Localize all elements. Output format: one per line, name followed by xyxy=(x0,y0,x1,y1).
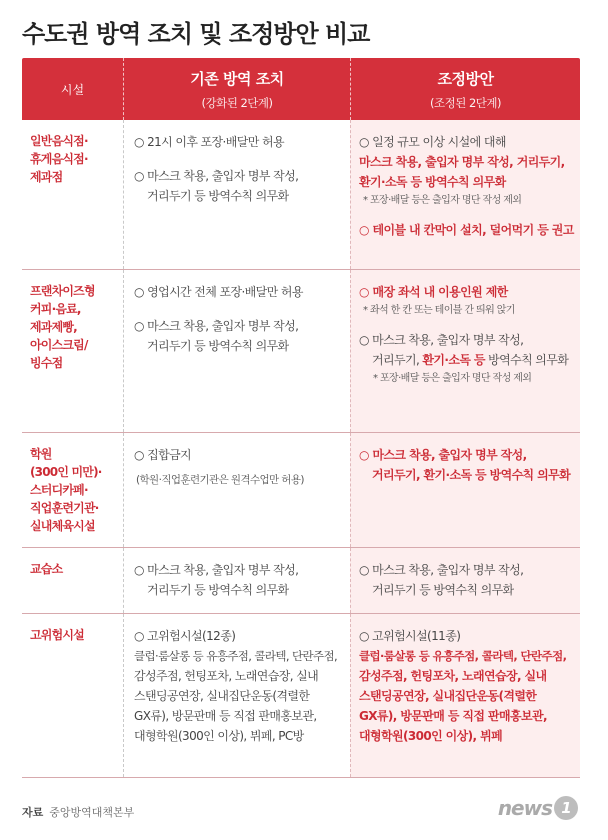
adjusted-line: ○ 마스크 착용, 출입자 명부 작성, xyxy=(359,563,524,577)
existing-line: ○ 21시 이후 포장·배달만 허용 xyxy=(134,135,284,149)
adjusted-text: 방역수칙 의무화 xyxy=(484,353,569,367)
logo-text: news xyxy=(497,796,552,820)
facility-line: 프랜차이즈형 xyxy=(30,284,95,298)
adjusted-line: 환기·소독 등 방역수칙 의무화 xyxy=(359,175,506,189)
header-adjusted-subtitle: (조정된 2단계) xyxy=(430,95,501,110)
facility-line: 일반음식점· xyxy=(30,134,88,148)
existing-line: 감성주점, 헌팅포차, 노래연습장, 실내 xyxy=(134,669,319,683)
adjusted-line: 거리두기, 환기·소독 등 방역수칙 의무화 xyxy=(372,468,571,482)
facility-cell xyxy=(22,270,123,432)
table-row xyxy=(22,270,580,433)
header-facility: 시설 xyxy=(60,82,85,97)
adjusted-line: 스탠딩공연장, 실내집단운동(격렬한 xyxy=(359,689,537,703)
existing-cell xyxy=(123,270,350,432)
existing-line: ○ 마스크 착용, 출입자 명부 작성, xyxy=(134,319,299,333)
header-existing xyxy=(123,58,350,120)
facility-line: 커피·음료, xyxy=(30,302,81,316)
facility-line: 교습소 xyxy=(30,562,63,576)
existing-line: 거리두기 등 방역수칙 의무화 xyxy=(147,189,289,203)
table-row xyxy=(22,614,580,778)
adjusted-line: 감성주점, 헌팅포차, 노래연습장, 실내 xyxy=(359,669,547,683)
facility-line: 학원 xyxy=(30,447,52,461)
facility-cell xyxy=(22,614,123,777)
existing-note: (학원·직업훈련기관은 원격수업만 허용) xyxy=(136,474,304,486)
existing-line: ○ 영업시간 전체 포장·배달만 허용 xyxy=(134,285,303,299)
adjusted-line: ○ 매장 좌석 내 이용인원 제한 xyxy=(359,285,508,299)
news1-logo xyxy=(498,796,578,820)
facility-line: 직업훈련기관· xyxy=(30,501,99,515)
adjusted-cell xyxy=(350,433,580,547)
adjusted-line: ○ 고위험시설(11종) xyxy=(359,629,461,643)
adjusted-text: 거리두기, xyxy=(372,353,423,367)
adjusted-line: ○ 마스크 착용, 출입자 명부 작성, xyxy=(359,448,527,462)
adjusted-line: 클럽·룸살롱 등 유흥주점, 콜라텍, 단란주점, xyxy=(359,649,567,663)
facility-cell xyxy=(22,548,123,613)
comparison-table xyxy=(22,58,580,778)
facility-line: 휴게음식점· xyxy=(30,152,88,166)
header-existing-title: 기존 방역 조치 xyxy=(190,69,284,88)
page-title: 수도권 방역 조치 및 조정방안 비교 xyxy=(22,20,370,48)
existing-cell xyxy=(123,433,350,547)
adjusted-note: * 포장·배달 등은 출입자 명단 작성 제외 xyxy=(373,373,532,384)
adjusted-line: ○ 일정 규모 이상 시설에 대해 xyxy=(359,135,506,149)
adjusted-text-highlight: 환기·소독 등 xyxy=(422,353,485,367)
header-existing-subtitle: (강화된 2단계) xyxy=(201,95,273,110)
existing-line: ○ 집합금지 xyxy=(134,448,192,462)
facility-line: 제과점 xyxy=(30,170,63,184)
facility-line: 아이스크림/ xyxy=(30,338,88,352)
adjusted-note: * 포장·배달 등은 출입자 명단 작성 제외 xyxy=(363,195,522,206)
adjusted-line: 거리두기 등 방역수칙 의무화 xyxy=(372,583,514,597)
existing-line: 거리두기 등 방역수칙 의무화 xyxy=(147,339,289,353)
adjusted-line: GX류), 방문판매 등 직접 판매홍보관, xyxy=(359,709,547,723)
adjusted-line: ○ 테이블 내 칸막이 설치, 덜어먹기 등 권고 xyxy=(359,223,574,237)
adjusted-note: * 좌석 한 칸 또는 테이블 간 띄워 앉기 xyxy=(363,305,515,316)
adjusted-line: 마스크 착용, 출입자 명부 작성, 거리두기, xyxy=(359,155,565,169)
facility-line: (300인 미만)· xyxy=(30,465,102,479)
table-row xyxy=(22,548,580,614)
existing-line: 거리두기 등 방역수칙 의무화 xyxy=(147,583,289,597)
adjusted-line: 대형학원(300인 이상), 뷔페 xyxy=(359,729,503,743)
facility-line: 빙수점 xyxy=(30,356,63,370)
header-adjusted-title: 조정방안 xyxy=(437,69,494,88)
table-row xyxy=(22,433,580,548)
existing-cell xyxy=(123,120,350,269)
facility-line: 실내체육시설 xyxy=(30,519,95,533)
facility-cell xyxy=(22,433,123,547)
adjusted-cell xyxy=(350,120,580,269)
existing-line: GX류), 방문판매 등 직접 판매홍보관, xyxy=(134,709,317,723)
facility-cell xyxy=(22,120,123,269)
facility-line: 고위험시설 xyxy=(30,628,84,642)
existing-line: ○ 고위험시설(12종) xyxy=(134,629,236,643)
logo-number: 1 xyxy=(554,796,578,820)
source-label: 자료 xyxy=(22,806,44,819)
adjusted-line: ○ 마스크 착용, 출입자 명부 작성, xyxy=(359,333,524,347)
facility-line: 제과제빵, xyxy=(30,320,77,334)
table-row xyxy=(22,120,580,270)
adjusted-line xyxy=(359,350,576,370)
existing-cell xyxy=(123,548,350,613)
existing-line: ○ 마스크 착용, 출입자 명부 작성, xyxy=(134,563,299,577)
header-adjusted xyxy=(350,58,580,120)
existing-line: 클럽·룸살롱 등 유흥주점, 콜라텍, 단란주점, xyxy=(134,649,338,663)
existing-cell xyxy=(123,614,350,777)
adjusted-cell xyxy=(350,614,580,777)
existing-line: 스탠딩공연장, 실내집단운동(격렬한 xyxy=(134,689,310,703)
adjusted-cell xyxy=(350,270,580,432)
existing-line: ○ 마스크 착용, 출입자 명부 작성, xyxy=(134,169,299,183)
source-value: 중앙방역대책본부 xyxy=(49,806,135,819)
adjusted-cell xyxy=(350,548,580,613)
source-credit xyxy=(22,804,134,820)
existing-line: 대형학원(300인 이상), 뷔페, PC방 xyxy=(134,729,304,743)
facility-line: 스터디카페· xyxy=(30,483,88,497)
table-header xyxy=(22,58,580,120)
